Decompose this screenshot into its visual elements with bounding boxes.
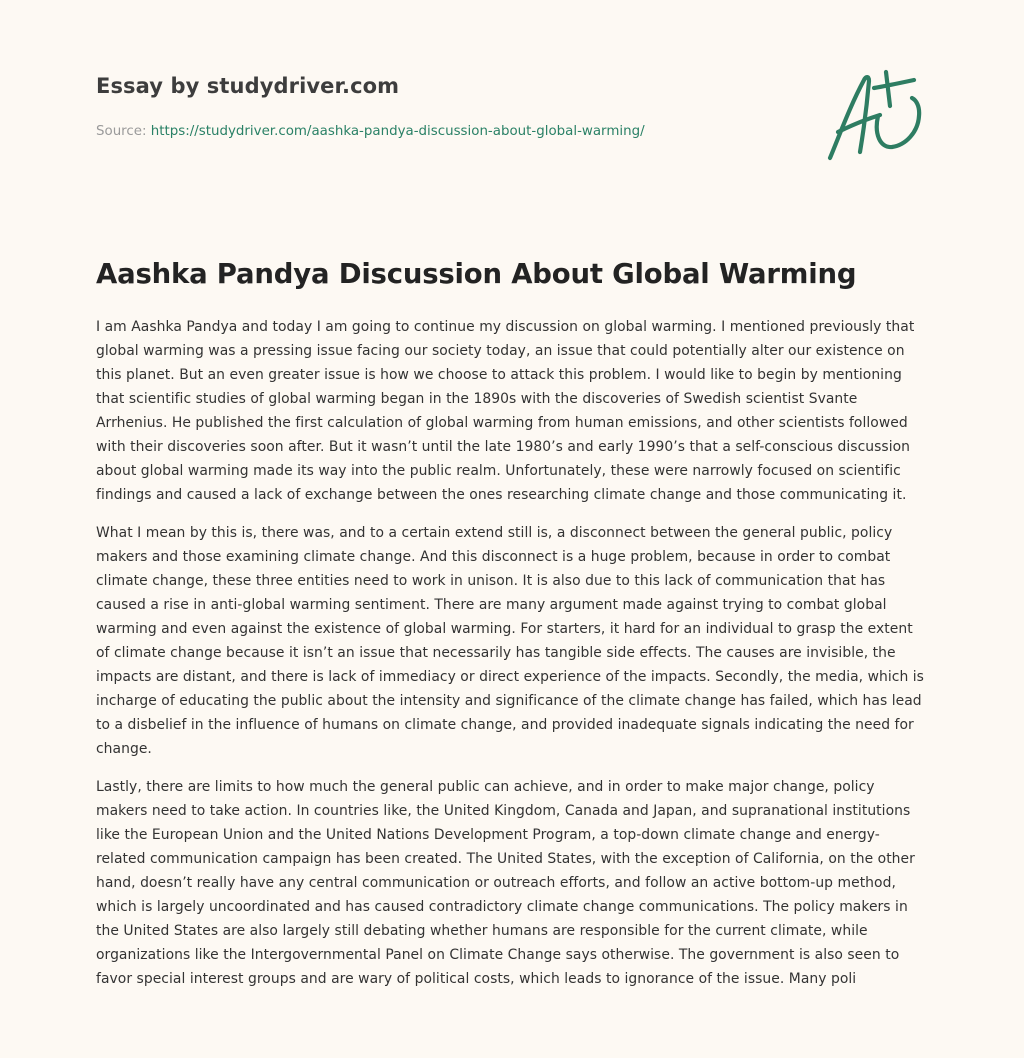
- source-line: [96, 124, 796, 139]
- article-paragraph: What I mean by this is, there was, and to a certain extend still is, a disconnect between the general public, policy makers and those examining climate change. And this disconnect is a huge problem, because in order to combat climate change, these three entities need to work in unison. It is also due to this lack of communication that has caused a rise in anti-global warming sentiment. There are many argument made against trying to combat global warming and even against the existence of global warming. For starters, it hard for an individual to grasp the extent of climate change because it isn’t an issue that necessarily has tangible side effects. The causes are invisible, the impacts are distant, and there is lack of immediacy or direct experience of the impacts. Secondly, the media, which is incharge of educating the public about the intensity and significance of the climate change has failed, which has lead to a disbelief in the influence of humans on climate change, and provided inadequate signals indicating the need for change.: [96, 525, 924, 757]
- source-label: Source:: [96, 124, 147, 139]
- essay-header: [96, 74, 796, 139]
- source-link[interactable]: https://studydriver.com/aashka-pandya-discussion-about-global-warming/: [150, 124, 645, 139]
- article-paragraph: I am Aashka Pandya and today I am going to continue my discussion on global warming. I mentioned previously that global warming was a pressing issue facing our society today, an issue that could potentially alter our existence on this planet. But an even greater issue is how we choose to attack this problem. I would like to begin by mentioning that scientific studies of global warming began in the 1890s with the discoveries of Swedish scientist Svante Arrhenius. He published the first calculation of global warming from human emissions, and other scientists followed with their discoveries soon after. But it wasn’t until the late 1980’s and early 1990’s that a self-conscious discussion about global warming made its way into the public realm. Unfortunately, these were narrowly focused on scientific findings and caused a lack of exchange between the ones researching climate change and those communicating it.: [96, 319, 915, 503]
- brand-title: Essay by studydriver.com: [96, 74, 400, 98]
- article-title: Aashka Pandya Discussion About Global Warming: [96, 258, 857, 290]
- article-paragraph: Lastly, there are limits to how much the general public can achieve, and in order to make major change, policy makers need to take action. In countries like, the United Kingdom, Canada and Japan, and supranational institutions like the European Union and the United Nations Development Program, a top-down climate change and energy-related communication campaign has been created. The United States, with the exception of California, on the other hand, doesn’t really have any central communication or outreach efforts, and follow an active bottom-up method, which is largely uncoordinated and has caused contradictory climate change communications. The policy makers in the United States are also largely still debating whether humans are responsible for the current climate, while organizations like the Intergovernmental Panel on Climate Change says otherwise. The government is also seen to favor special interest groups and are wary of political costs, which leads to ignorance of the issue. Many poli: [96, 779, 915, 987]
- article-body: [96, 315, 928, 1005]
- a-plus-logo-icon: [820, 66, 930, 166]
